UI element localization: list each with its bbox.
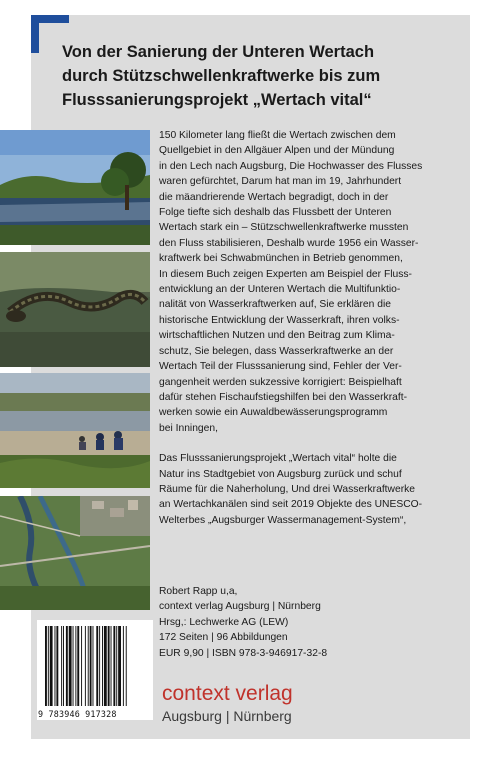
barcode-bar — [118, 626, 121, 706]
author: Robert Rapp u,a, — [159, 586, 238, 597]
barcode-bar — [50, 626, 53, 706]
barcode-bar — [85, 626, 86, 706]
accent-bar-left — [31, 15, 39, 53]
price-isbn: EUR 9,90 | ISBN 978-3-946917-32-8 — [159, 647, 328, 659]
publisher-line: context verlag Augsburg | Nürnberg — [159, 601, 321, 613]
barcode-bar — [81, 626, 82, 706]
barcode-digits: 9 783946 917328 — [38, 709, 117, 719]
text-line: bei Inningen, — [159, 422, 218, 434]
barcode-bar — [123, 626, 124, 706]
barcode-bar — [63, 626, 64, 706]
text-line: entwicklung an der Unteren Wertach die Multifunktio- — [159, 284, 401, 296]
barcode-bar — [48, 626, 49, 706]
text-line: Quellgebiet in den Allgäuer Alpen und der Mündung — [159, 145, 395, 157]
barcode-bar — [75, 626, 76, 706]
barcode-bar — [45, 626, 47, 706]
snake-in-water-photo — [0, 252, 150, 367]
text-line: nalität von Wasserkraftwerken auf, Sie erklären die — [159, 299, 391, 311]
publisher-logo — [162, 682, 293, 726]
text-line: waren gefürchtet, Darum hat man im 19, Jahrhundert — [159, 176, 402, 188]
barcode-bar — [108, 626, 110, 706]
text-line: Natur ins Stadtgebiet von Augsburg zurück und schuf — [159, 468, 402, 480]
publisher-cities: Augsburg | Nürnberg — [162, 708, 292, 724]
text-line: schutz, Sie belegen, dass Wasserkraftwerke an der — [159, 345, 394, 357]
barcode-bar — [56, 626, 58, 706]
barcode-bar — [126, 626, 127, 706]
text-line: Das Flusssanierungsprojekt „Wertach vital“ holte die — [159, 453, 397, 465]
text-line: Wertach stark ein – Stützschwellenkraftwerke mussten — [159, 222, 409, 234]
barcode-bar — [113, 626, 115, 706]
barcode-bar — [99, 626, 100, 706]
barcode-bar — [93, 626, 94, 706]
text-line: 150 Kilometer lang fließt die Wertach zwischen dem — [159, 130, 396, 141]
editor: Hrsg,: Lechwerke AG (LEW) — [159, 616, 289, 628]
isbn-barcode — [37, 620, 153, 720]
text-line: Wertach Teil der Flusssanierung sind, Fehler der Ver- — [159, 361, 402, 373]
barcode-bar — [73, 626, 74, 706]
barcode-bar — [116, 626, 117, 706]
text-line: an Wertachkanälen sind seit 2019 Objekte des UNESCO- — [159, 499, 423, 511]
text-line: historische Entwicklung der Wasserkraft, ihren volks- — [159, 314, 400, 326]
publisher-name: context verlag — [162, 682, 293, 705]
barcode-bars — [43, 626, 147, 706]
text-line: den Fluss stabilisieren, Deshalb wurde 1956 ein Wasser- — [159, 237, 419, 249]
barcode-bar — [55, 626, 56, 706]
barcode-bar — [69, 626, 72, 706]
barcode-bar — [111, 626, 112, 706]
text-line: wirtschaftlichen Nutzen und den Beitrag zum Klima- — [159, 330, 395, 342]
barcode-bar — [88, 626, 89, 706]
aerial-river-photo — [0, 496, 150, 610]
text-line: Räume für die Naherholung, Und drei Wasserkraftwerke — [159, 483, 416, 495]
barcode-bar — [102, 626, 103, 706]
barcode-bar — [61, 626, 62, 706]
page-count: 172 Seiten | 96 Abbildungen — [159, 632, 288, 644]
text-line: In diesem Buch zeigen Experten am Beispiel der Fluss- — [159, 268, 412, 280]
text-line: Folge tiefte sich deshalb das Flussbett der Unteren — [159, 207, 392, 219]
cover-title — [62, 40, 442, 112]
barcode-bar — [104, 626, 107, 706]
title-line: Flusssanierungsprojekt „Wertach vital“ — [62, 91, 372, 109]
title-line: durch Stützschwellenkraftwerke bis zum — [62, 67, 381, 85]
text-line: dafür stehen Fischaufstiegshilfen bei den Wasserkraft- — [159, 391, 408, 403]
text-line: gangenheit werden sukzessive korrigiert: Beispielhaft — [159, 376, 402, 388]
text-line: Welterbes „Augsburger Wassermanagement-System“, — [159, 514, 407, 526]
barcode-bar — [77, 626, 79, 706]
barcode-bar — [90, 626, 92, 706]
description-text — [159, 128, 455, 528]
river-landscape-photo — [0, 130, 150, 245]
barcode-bar — [66, 626, 68, 706]
text-line: in den Lech nach Augsburg, Die Hochwasser des Flusses — [159, 160, 423, 172]
book-metadata — [159, 584, 327, 661]
text-line: werken sowie ein Auwaldbewässerungsprogramm — [159, 407, 388, 419]
text-line: die mäandrierende Wertach begradigt, doch in der — [159, 191, 389, 203]
title-line: Von der Sanierung der Unteren Wertach — [62, 43, 375, 61]
barcode-bar — [96, 626, 98, 706]
text-line: kraftwerk bei Schwabmünchen in Betrieb genommen, — [159, 253, 403, 265]
people-on-riverbank-photo — [0, 373, 150, 488]
paragraph-gap — [159, 436, 455, 451]
